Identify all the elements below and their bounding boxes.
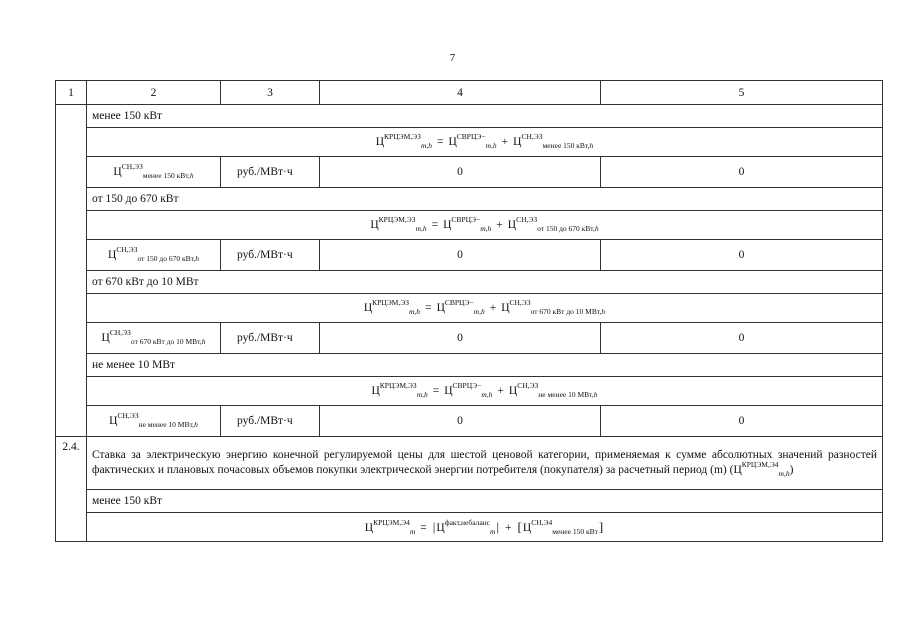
value-row (56, 240, 883, 271)
header-col-2: 2 (87, 81, 221, 105)
section-label: менее 150 кВт (87, 105, 883, 128)
value-col-4: 0 (320, 406, 601, 437)
value-col-5: 0 (601, 157, 883, 188)
formula: $Ц^{КРЦЭМ,Э4}_m = |Ц^{факт,небаланс}_m| + [Ц^{СН,Э4}_{менее 150 кВт}]$ (364, 518, 604, 536)
item-number: 2.4. (56, 437, 87, 542)
value-col-4: 0 (320, 157, 601, 188)
item-description-row (56, 437, 883, 490)
formula-row (56, 294, 883, 323)
formula-row (56, 377, 883, 406)
formula: $Ц^{КРЦЭМ,ЭЗ}_{m,h} = Ц^{СВРЦЭ-}_{m,h} + Ц^{СН,ЭЗ}_{не менее 10 МВт,h}$ (371, 381, 598, 399)
formula-cell (87, 377, 883, 406)
formula: $Ц^{КРЦЭМ,ЭЗ}_{m,h} = Ц^{СВРЦЭ-}_{m,h} + Ц^{СН,ЭЗ}_{от 670 кВт до 10 МВт,h}$ (363, 298, 606, 316)
symbol-cell: $Ц^{СН,ЭЗ}_{от 670 кВт до 10 МВт,h}$ (87, 323, 221, 354)
symbol-cell: $Ц^{СН,ЭЗ}_{от 150 до 670 кВт,h}$ (87, 240, 221, 271)
unit-cell: руб./МВт·ч (221, 157, 320, 188)
section-row (56, 188, 883, 211)
formula-cell (87, 513, 883, 542)
formula-cell (87, 211, 883, 240)
index-cell-empty (56, 105, 87, 437)
formula-row (56, 128, 883, 157)
symbol-cell: $Ц^{СН,ЭЗ}_{не менее 10 МВт,h}$ (87, 406, 221, 437)
section-row (56, 271, 883, 294)
unit-cell: руб./МВт·ч (221, 406, 320, 437)
tariff-table (55, 80, 883, 542)
formula: $Ц^{КРЦЭМ,ЭЗ}_{m,h} = Ц^{СВРЦЭ-}_{m,h} + Ц^{СН,ЭЗ}_{от 150 до 670 кВт,h}$ (370, 215, 599, 233)
value-col-4: 0 (320, 323, 601, 354)
header-col-5: 5 (601, 81, 883, 105)
unit-cell: руб./МВт·ч (221, 240, 320, 271)
section-row (56, 490, 883, 513)
formula: $Ц^{КРЦЭМ,ЭЗ}_{m,h} = Ц^{СВРЦЭ-}_{m,h} + Ц^{СН,ЭЗ}_{менее 150 кВт,h}$ (375, 132, 594, 150)
value-col-4: 0 (320, 240, 601, 271)
inline-symbol: $Ц^{КРЦЭМ,Э4}_{m,h}$ (733, 460, 790, 478)
section-label: менее 150 кВт (87, 490, 883, 513)
item-description: Ставка за электрическую энергию конечной регулируемой цены для шестой ценовой категории, применяемая к сумме абсолютных значений разностей фактических и плановых почасовых объемов покупки электрической энергии потребителя (покупателя) за расчетный период (m) $(Ц^{КРЦЭМ,Э4}_{m,h})$ (87, 437, 883, 490)
formula-cell (87, 294, 883, 323)
section-row (56, 105, 883, 128)
header-col-1: 1 (56, 81, 87, 105)
value-row (56, 323, 883, 354)
item-description-text: Ставка за электрическую энергию конечной регулируемой цены для шестой ценовой категории, применяемая к сумме абсолютных значений разностей фактических и плановых почасовых объемов покупки электрической энергии потребителя (покупателя) за расчетный период (m) ( (92, 449, 877, 476)
header-col-3: 3 (221, 81, 320, 105)
section-label: не менее 10 МВт (87, 354, 883, 377)
table-header-row (56, 81, 883, 105)
formula-cell (87, 128, 883, 157)
section-label: от 670 кВт до 10 МВт (87, 271, 883, 294)
value-col-5: 0 (601, 323, 883, 354)
value-row (56, 157, 883, 188)
formula-row (56, 513, 883, 542)
symbol-cell: $Ц^{СН,ЭЗ}_{менее 150 кВт,h}$ (87, 157, 221, 188)
unit-cell: руб./МВт·ч (221, 323, 320, 354)
value-row (56, 406, 883, 437)
page-number: 7 (449, 52, 456, 64)
value-col-5: 0 (601, 240, 883, 271)
section-row (56, 354, 883, 377)
value-col-5: 0 (601, 406, 883, 437)
header-col-4: 4 (320, 81, 601, 105)
formula-row (56, 211, 883, 240)
section-label: от 150 до 670 кВт (87, 188, 883, 211)
